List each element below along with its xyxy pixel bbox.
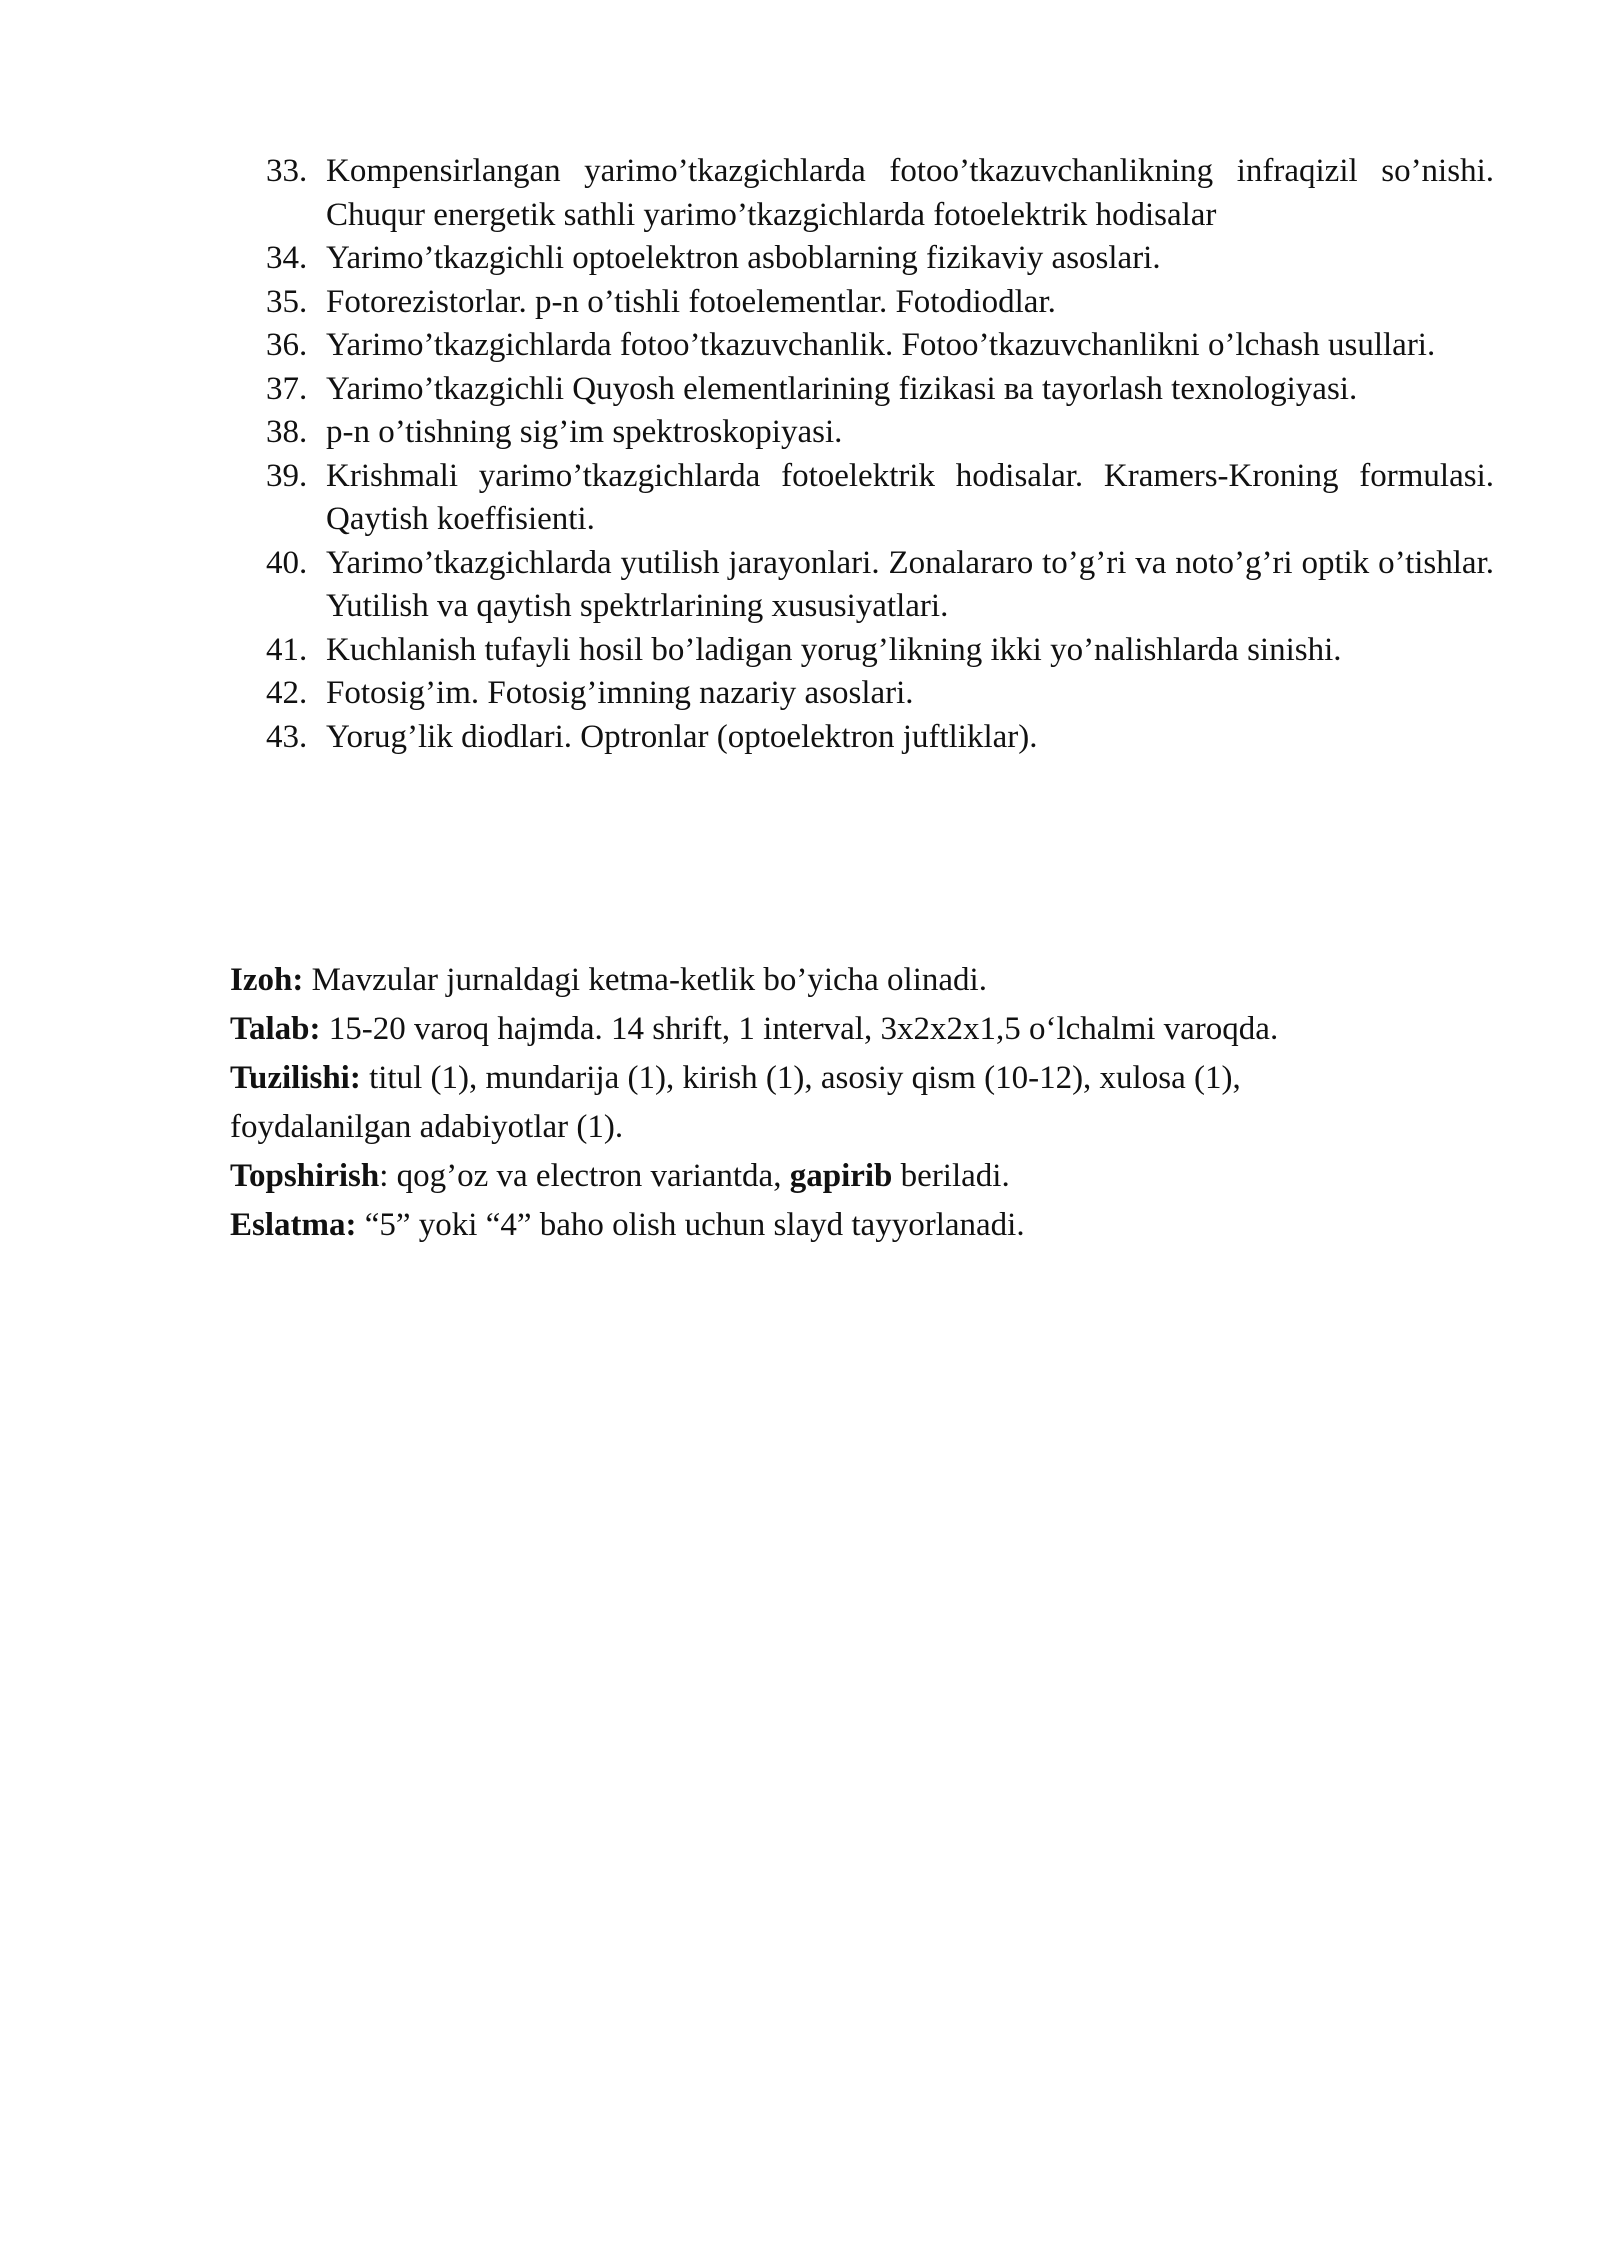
note-eslatma	[230, 1201, 1450, 1250]
item-text: Yorug’lik diodlari. Optronlar (optoelektron juftliklar).	[326, 718, 1038, 755]
list-item	[266, 672, 1494, 716]
item-number: 34.	[266, 240, 308, 276]
note-text: : qog’oz va electron variantda,	[379, 1158, 790, 1194]
note-text: 15-20 varoq hajmda. 14 shrift, 1 interval, 3x2x2x1,5 o‘lchalmi varoqda.	[320, 1011, 1279, 1047]
note-tuzilishi	[230, 1054, 1450, 1103]
item-text: Yarimo’tkazgichli optoelektron asboblarning fizikaviy asoslari.	[326, 240, 1161, 276]
note-text: foydalanilgan adabiyotlar (1).	[230, 1109, 624, 1145]
note-label: Topshirish	[230, 1158, 380, 1194]
notes-section	[230, 956, 1450, 1250]
item-number: 39.	[266, 457, 308, 494]
list-item	[266, 716, 1494, 760]
note-text: Mavzular jurnaldagi ketma-ketlik bo’yicha olinadi.	[303, 962, 987, 998]
note-label: Izoh:	[230, 962, 304, 998]
list-item	[266, 368, 1494, 412]
item-text: Yarimo’tkazgichlarda fotoo’tkazuvchanlik. Fotoo’tkazuvchanlikni o’lchash usullari.	[326, 327, 1436, 363]
item-number: 41.	[266, 631, 308, 668]
note-label: Tuzilishi:	[230, 1060, 361, 1096]
note-text: “5” yoki “4” baho olish uchun slayd tayyorlanadi.	[356, 1207, 1025, 1243]
note-bold-word: gapirib	[789, 1158, 893, 1194]
note-izoh	[230, 956, 1450, 1005]
item-text: Fotosig’im. Fotosig’imning nazariy asoslari.	[326, 675, 914, 711]
item-text: Krishmali yarimo’tkazgichlarda fotoelektrik hodisalar. Kramers-Kroning formulasi. Qaytish koeffisienti.	[326, 457, 1494, 537]
list-item	[266, 324, 1494, 368]
item-number: 42.	[266, 675, 308, 711]
note-talab	[230, 1005, 1450, 1054]
item-number: 38.	[266, 414, 308, 450]
list-item	[266, 455, 1494, 542]
note-text: beriladi.	[892, 1158, 1010, 1194]
note-label: Talab:	[230, 1011, 321, 1047]
topic-list	[266, 150, 1494, 759]
item-number: 37.	[266, 370, 308, 407]
item-number: 43.	[266, 718, 308, 755]
note-topshirish	[230, 1152, 1450, 1201]
item-text: Fotorezistorlar. p-n o’tishli fotoelementlar. Fotodiodlar.	[326, 283, 1056, 320]
list-item	[266, 411, 1494, 455]
item-text: Kompensirlangan yarimo’tkazgichlarda fotoo’tkazuvchanlikning infraqizil so’nishi. Chuqur energetik sathli yarimo’tkazgichlarda fotoelektrik hodisalar	[326, 153, 1494, 233]
list-item	[266, 237, 1494, 281]
item-number: 36.	[266, 327, 308, 363]
item-text: p-n o’tishning sig’im spektroskopiyasi.	[326, 414, 843, 450]
list-item	[266, 281, 1494, 325]
note-text: titul (1), mundarija (1), kirish (1), asosiy qism (10-12), xulosa (1),	[360, 1060, 1241, 1096]
item-number: 33.	[266, 153, 308, 189]
item-text: Kuchlanish tufayli hosil bo’ladigan yorug’likning ikki yo’nalishlarda sinishi.	[326, 631, 1342, 668]
list-item	[266, 542, 1494, 629]
list-item	[266, 150, 1494, 237]
note-tuzilishi-continuation	[230, 1103, 1450, 1152]
item-number: 40.	[266, 544, 308, 581]
item-text: Yarimo’tkazgichli Quyosh elementlarining fizikasi ва tayorlash texnologiyasi.	[326, 370, 1358, 407]
item-text: Yarimo’tkazgichlarda yutilish jarayonlari. Zonalararo to’g’ri va noto’g’ri optik o’tishlar. Yutilish va qaytish spektrlarining xususiyatlari.	[326, 544, 1494, 624]
list-item	[266, 629, 1494, 673]
note-label: Eslatma:	[230, 1207, 357, 1243]
item-number: 35.	[266, 283, 308, 320]
